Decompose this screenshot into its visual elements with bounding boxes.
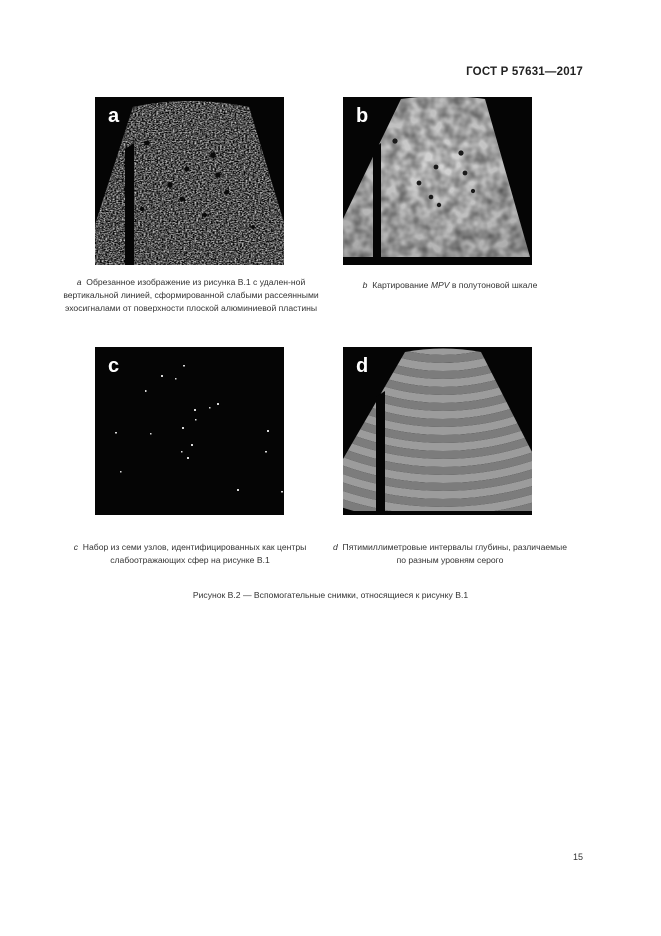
node-map-image-c [95,347,284,515]
caption-b-label: b [362,280,368,290]
caption-c [70,541,310,567]
caption-b-pre: Картирование [372,280,431,290]
caption-b [340,279,560,292]
caption-c-label: c [73,542,79,552]
caption-b-term: MPV [430,280,450,290]
caption-d [330,541,570,567]
caption-a [60,276,322,315]
figure-title: Рисунок В.2 — Вспомогательные снимки, относящиеся к рисунку В.1 [192,590,469,600]
ultrasound-image-b [343,97,532,265]
panel-letter-c: c [108,355,120,377]
caption-a-label: a [76,277,82,287]
caption-b-post: в полутоновой шкале [449,280,538,290]
caption-d-label: d [332,542,338,552]
panel-letter-b: b [356,105,369,127]
caption-d-text: Пятимиллиметровые интервалы глубины, различаемые по разным уровням серого [342,542,568,565]
document-header: ГОСТ Р 57631—2017 [466,66,583,78]
panel-letter-a: a [108,105,120,127]
caption-a-text: Обрезанное изображение из рисунка В.1 с удален-ной вертикальной линией, сформированной слабыми рассеянными эхосигналами от поверхности плоской алюминиевой пластины [63,277,319,313]
ultrasound-image-a [95,97,284,265]
depth-bands-image-d [343,347,532,515]
panel-letter-d: d [356,355,369,377]
caption-c-text: Набор из семи узлов, идентифицированных как центры слабоотражающих сфер на рисунке В.1 [82,542,307,565]
page-number: 15 [572,852,583,862]
